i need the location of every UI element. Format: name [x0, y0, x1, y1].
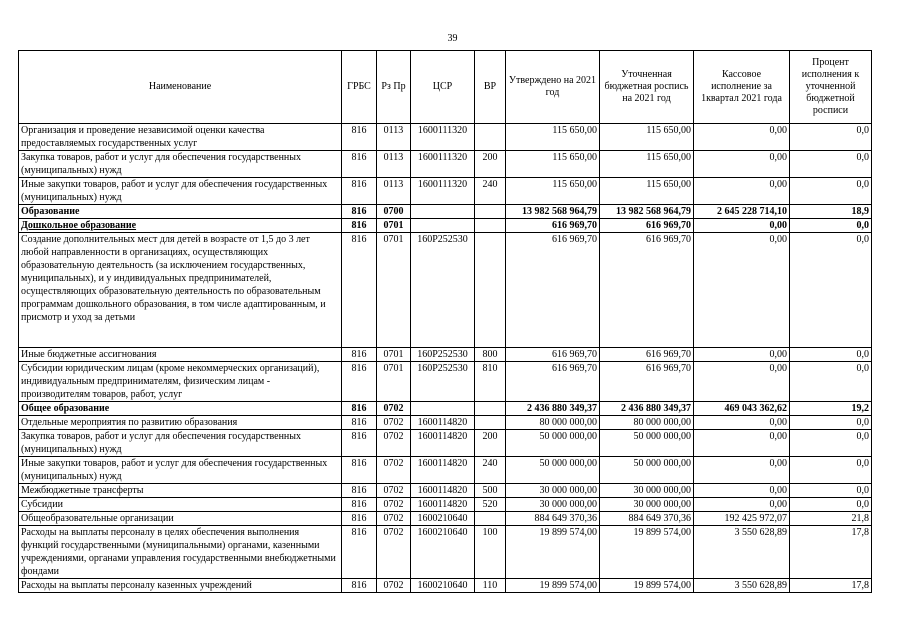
table-body	[19, 124, 872, 593]
cell-vr: 110	[475, 579, 506, 593]
header-vr: ВР	[475, 51, 506, 124]
cell-grbs: 816	[342, 498, 377, 512]
table-row	[19, 205, 872, 219]
cell-rzpr: 0702	[377, 526, 411, 579]
cell-grbs: 816	[342, 457, 377, 484]
cell-revised: 616 969,70	[600, 219, 694, 233]
cell-percent: 0,0	[790, 151, 872, 178]
header-rzpr: Рз Пр	[377, 51, 411, 124]
cell-approved: 616 969,70	[506, 233, 600, 348]
cell-approved: 616 969,70	[506, 219, 600, 233]
cell-cash: 192 425 972,07	[694, 512, 790, 526]
cell-csr: 160P252530	[411, 362, 475, 402]
table-row	[19, 219, 872, 233]
cell-name: Отдельные мероприятия по развитию образования	[19, 416, 342, 430]
cell-name: Межбюджетные трансферты	[19, 484, 342, 498]
table-row	[19, 484, 872, 498]
cell-percent: 17,8	[790, 526, 872, 579]
cell-name: Расходы на выплаты персоналу казенных учреждений	[19, 579, 342, 593]
cell-vr: 100	[475, 526, 506, 579]
cell-cash: 0,00	[694, 498, 790, 512]
cell-percent: 0,0	[790, 362, 872, 402]
table-row	[19, 457, 872, 484]
cell-percent: 0,0	[790, 219, 872, 233]
cell-revised: 115 650,00	[600, 124, 694, 151]
cell-revised: 616 969,70	[600, 233, 694, 348]
cell-percent: 0,0	[790, 498, 872, 512]
cell-cash: 3 550 628,89	[694, 526, 790, 579]
cell-grbs: 816	[342, 526, 377, 579]
header-cash: Кассовое исполнение за 1квартал 2021 года	[694, 51, 790, 124]
cell-vr: 240	[475, 457, 506, 484]
cell-vr: 200	[475, 430, 506, 457]
cell-percent: 21,8	[790, 512, 872, 526]
cell-cash: 0,00	[694, 348, 790, 362]
table-header-row	[19, 51, 872, 124]
cell-cash: 0,00	[694, 233, 790, 348]
cell-approved: 50 000 000,00	[506, 430, 600, 457]
cell-percent: 17,8	[790, 579, 872, 593]
cell-rzpr: 0113	[377, 178, 411, 205]
cell-percent: 0,0	[790, 457, 872, 484]
cell-approved: 115 650,00	[506, 178, 600, 205]
table-row	[19, 402, 872, 416]
cell-vr	[475, 233, 506, 348]
cell-cash: 0,00	[694, 430, 790, 457]
cell-rzpr: 0702	[377, 512, 411, 526]
cell-vr: 800	[475, 348, 506, 362]
cell-vr: 500	[475, 484, 506, 498]
table-row	[19, 416, 872, 430]
cell-vr	[475, 205, 506, 219]
cell-percent: 0,0	[790, 416, 872, 430]
cell-revised: 13 982 568 964,79	[600, 205, 694, 219]
table-row	[19, 178, 872, 205]
cell-cash: 0,00	[694, 178, 790, 205]
cell-grbs: 816	[342, 484, 377, 498]
page-number: 39	[447, 33, 458, 44]
cell-revised: 115 650,00	[600, 151, 694, 178]
header-revised: Уточненная бюджетная роспись на 2021 год	[600, 51, 694, 124]
cell-csr: 1600114820	[411, 416, 475, 430]
cell-revised: 2 436 880 349,37	[600, 402, 694, 416]
cell-csr: 1600210640	[411, 526, 475, 579]
cell-cash: 0,00	[694, 457, 790, 484]
cell-revised: 884 649 370,36	[600, 512, 694, 526]
cell-grbs: 816	[342, 402, 377, 416]
cell-cash: 0,00	[694, 484, 790, 498]
cell-cash: 0,00	[694, 362, 790, 402]
cell-rzpr: 0702	[377, 484, 411, 498]
cell-approved: 616 969,70	[506, 348, 600, 362]
cell-vr: 200	[475, 151, 506, 178]
cell-csr: 1600111320	[411, 151, 475, 178]
table-row	[19, 512, 872, 526]
header-name: Наименование	[19, 51, 342, 124]
cell-approved: 115 650,00	[506, 151, 600, 178]
cell-grbs: 816	[342, 348, 377, 362]
header-csr: ЦСР	[411, 51, 475, 124]
cell-approved: 616 969,70	[506, 362, 600, 402]
cell-grbs: 816	[342, 579, 377, 593]
cell-revised: 30 000 000,00	[600, 498, 694, 512]
cell-cash: 0,00	[694, 124, 790, 151]
cell-csr	[411, 219, 475, 233]
table-row	[19, 348, 872, 362]
cell-percent: 0,0	[790, 178, 872, 205]
cell-rzpr: 0113	[377, 151, 411, 178]
table-row	[19, 579, 872, 593]
cell-rzpr: 0700	[377, 205, 411, 219]
cell-vr: 240	[475, 178, 506, 205]
cell-csr: 1600114820	[411, 457, 475, 484]
cell-csr: 1600114820	[411, 484, 475, 498]
cell-approved: 19 899 574,00	[506, 526, 600, 579]
cell-name: Образование	[19, 205, 342, 219]
cell-vr	[475, 219, 506, 233]
cell-approved: 884 649 370,36	[506, 512, 600, 526]
cell-grbs: 816	[342, 362, 377, 402]
cell-revised: 50 000 000,00	[600, 457, 694, 484]
cell-cash: 0,00	[694, 219, 790, 233]
cell-csr: 1600210640	[411, 512, 475, 526]
cell-rzpr: 0701	[377, 233, 411, 348]
cell-vr	[475, 416, 506, 430]
cell-approved: 80 000 000,00	[506, 416, 600, 430]
cell-csr	[411, 205, 475, 219]
cell-revised: 80 000 000,00	[600, 416, 694, 430]
cell-name: Общее образование	[19, 402, 342, 416]
cell-approved: 13 982 568 964,79	[506, 205, 600, 219]
cell-grbs: 816	[342, 205, 377, 219]
cell-approved: 2 436 880 349,37	[506, 402, 600, 416]
cell-name: Закупка товаров, работ и услуг для обеспечения государственных (муниципальных) нужд	[19, 151, 342, 178]
cell-revised: 30 000 000,00	[600, 484, 694, 498]
cell-cash: 3 550 628,89	[694, 579, 790, 593]
cell-cash: 2 645 228 714,10	[694, 205, 790, 219]
cell-percent: 0,0	[790, 484, 872, 498]
cell-rzpr: 0701	[377, 362, 411, 402]
header-approved: Утверждено на 2021 год	[506, 51, 600, 124]
cell-name: Создание дополнительных мест для детей в возрасте от 1,5 до 3 лет любой направленности в организациях, осуществляющих образовательную деятельность (за исключением государственных, муниципальных), и у индивидуальных предпринимателей, осуществляющих образовательную деятельность по образовательным программам дошкольного образования, в том числе адаптированным, и присмотр и уход за детьми	[19, 233, 342, 348]
cell-name: Закупка товаров, работ и услуг для обеспечения государственных (муниципальных) нужд	[19, 430, 342, 457]
cell-grbs: 816	[342, 178, 377, 205]
cell-grbs: 816	[342, 416, 377, 430]
cell-rzpr: 0701	[377, 219, 411, 233]
cell-revised: 616 969,70	[600, 348, 694, 362]
cell-vr: 810	[475, 362, 506, 402]
budget-execution-table	[18, 50, 872, 593]
cell-name: Дошкольное образование	[19, 219, 342, 233]
cell-grbs: 816	[342, 233, 377, 348]
cell-approved: 30 000 000,00	[506, 498, 600, 512]
cell-name: Субсидии	[19, 498, 342, 512]
cell-name: Иные закупки товаров, работ и услуг для обеспечения государственных (муниципальных) нужд	[19, 178, 342, 205]
cell-percent: 18,9	[790, 205, 872, 219]
cell-csr: 1600111320	[411, 124, 475, 151]
table-row	[19, 526, 872, 579]
table-row	[19, 430, 872, 457]
cell-csr: 1600114820	[411, 498, 475, 512]
cell-revised: 19 899 574,00	[600, 579, 694, 593]
cell-name: Организация и проведение независимой оценки качества предоставляемых государственных услуг	[19, 124, 342, 151]
table-row	[19, 362, 872, 402]
cell-name: Расходы на выплаты персоналу в целях обеспечения выполнения функций государственными (муниципальными) органами, казенными учреждениями, органами управления государственными внебюджетными фондами	[19, 526, 342, 579]
cell-cash: 469 043 362,62	[694, 402, 790, 416]
cell-name: Субсидии юридическим лицам (кроме некоммерческих организаций), индивидуальным предпринимателям, физическим лицам - производителям товаров, работ, услуг	[19, 362, 342, 402]
cell-percent: 0,0	[790, 348, 872, 362]
cell-approved: 115 650,00	[506, 124, 600, 151]
cell-name: Общеобразовательные организации	[19, 512, 342, 526]
cell-csr: 1600114820	[411, 430, 475, 457]
cell-csr: 160P252530	[411, 348, 475, 362]
table-row	[19, 233, 872, 348]
cell-vr	[475, 402, 506, 416]
cell-grbs: 816	[342, 512, 377, 526]
cell-cash: 0,00	[694, 416, 790, 430]
cell-grbs: 816	[342, 430, 377, 457]
cell-rzpr: 0702	[377, 579, 411, 593]
table-row	[19, 151, 872, 178]
cell-approved: 30 000 000,00	[506, 484, 600, 498]
cell-grbs: 816	[342, 151, 377, 178]
header-grbs: ГРБС	[342, 51, 377, 124]
cell-vr	[475, 512, 506, 526]
cell-grbs: 816	[342, 124, 377, 151]
cell-rzpr: 0702	[377, 416, 411, 430]
table-row	[19, 498, 872, 512]
cell-vr	[475, 124, 506, 151]
cell-revised: 19 899 574,00	[600, 526, 694, 579]
cell-revised: 50 000 000,00	[600, 430, 694, 457]
cell-rzpr: 0113	[377, 124, 411, 151]
cell-approved: 19 899 574,00	[506, 579, 600, 593]
table-row	[19, 124, 872, 151]
cell-percent: 0,0	[790, 124, 872, 151]
cell-rzpr: 0701	[377, 348, 411, 362]
cell-csr: 160P252530	[411, 233, 475, 348]
cell-vr: 520	[475, 498, 506, 512]
cell-rzpr: 0702	[377, 457, 411, 484]
cell-approved: 50 000 000,00	[506, 457, 600, 484]
cell-csr: 1600210640	[411, 579, 475, 593]
cell-rzpr: 0702	[377, 430, 411, 457]
cell-name: Иные бюджетные ассигнования	[19, 348, 342, 362]
cell-rzpr: 0702	[377, 498, 411, 512]
cell-grbs: 816	[342, 219, 377, 233]
cell-percent: 0,0	[790, 233, 872, 348]
cell-revised: 115 650,00	[600, 178, 694, 205]
cell-name: Иные закупки товаров, работ и услуг для обеспечения государственных (муниципальных) нужд	[19, 457, 342, 484]
cell-csr	[411, 402, 475, 416]
cell-percent: 19,2	[790, 402, 872, 416]
cell-csr: 1600111320	[411, 178, 475, 205]
cell-percent: 0,0	[790, 430, 872, 457]
cell-revised: 616 969,70	[600, 362, 694, 402]
cell-cash: 0,00	[694, 151, 790, 178]
header-percent: Процент исполнения к уточненной бюджетной росписи	[790, 51, 872, 124]
cell-rzpr: 0702	[377, 402, 411, 416]
